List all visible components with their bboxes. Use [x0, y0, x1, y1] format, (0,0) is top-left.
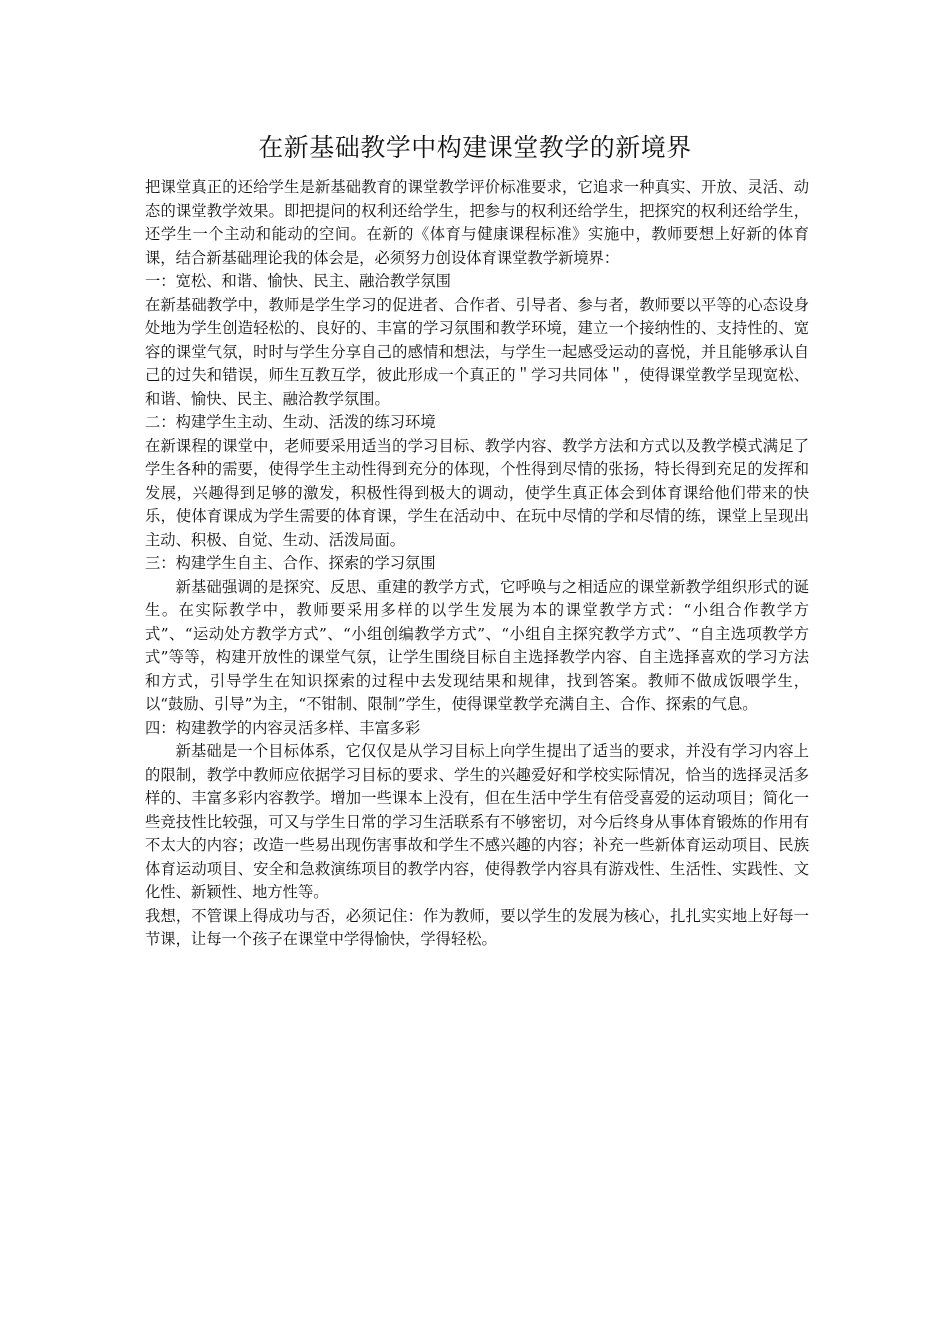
section-heading-4: 四：构建教学的内容灵活多样、丰富多彩: [145, 718, 421, 737]
document-title: 在新基础教学中构建课堂教学的新境界: [258, 133, 692, 162]
section-paragraph-2: 在新课程的课堂中，老师要采用适当的学习目标、教学内容、教学方法和方式以及教学模式满足了学生各种的需要，使得学生主动性得到充分的体现，个性得到尽情的张扬，特长得到充足的发挥和发展，兴趣得到足够的激发，积极性得到极大的调动，使学生真正体会到体育课给他们带来的快乐，使体育课成为学生需要的体育课，学生在活动中、在玩中尽情的学和尽情的练，课堂上呈现出主动、积极、自觉、生动、活泼局面。: [145, 436, 809, 549]
section-heading-1: 一：宽松、和谐、愉快、民主、融洽教学氛围: [145, 272, 451, 290]
section-paragraph-4: 新基础是一个目标体系，它仅仅是从学习目标上向学生提出了适当的要求，并没有学习内容上的限制，教学中教师应依据学习目标的要求、学生的兴趣爱好和学校实际情况，恰当的选择灵活多样的、丰富多彩内容教学。增加一些课本上没有，但在生活中学生有倍受喜爱的运动项目；简化一些竞技性比较强，可又与学生日常的学习生活联系有不够密切，对今后终身从事体育锻炼的作用有不太大的内容；改造一些易出现伤害事故和学生不感兴趣的内容；补充一些新体育运动项目、民族体育运动项目、安全和急救演练项目的教学内容，使得教学内容具有游戏性、生活性、实践性、文化性、新颖性、地方性等。: [145, 742, 809, 901]
intro-paragraph: 把课堂真正的还给学生是新基础教育的课堂教学评价标准要求，它追求一种真实、开放、灵活、动态的课堂教学效果。即把提问的权利还给学生，把参与的权利还给学生，把探究的权利还给学生，还学生一个主动和能动的空间。在新的《体育与健康课程标准》实施中，教师要想上好新的体育课，结合新基础理论我的体会是，必须努力创设体育课堂教学新境界：: [145, 178, 809, 267]
section-heading-3: 三：构建学生自主、合作、探索的学习氛围: [145, 554, 436, 572]
section-paragraph-3: 新基础强调的是探究、反思、重建的教学方式，它呼唤与之相适应的课堂新教学组织形式的诞生。在实际教学中，教师要采用多样的以学生发展为本的课堂教学方式：“小组合作教学方式”、“运动处方教学方式”、“小组创编教学方式”、“小组自主探究教学方式”、“自主选项教学方式”等等，构建开放性的课堂气氛，让学生围绕目标自主选择教学内容、自主选择喜欢的学习方法和方式，引导学生在知识探索的过程中去发现结果和规律，找到答案。教师不做成饭喂学生，以“鼓励、引导”为主，“不钳制、限制”学生，使得课堂教学充满自主、合作、探索的气息。: [145, 577, 809, 713]
section-paragraph-1: 在新基础教学中，教师是学生学习的促进者、合作者、引导者、参与者，教师要以平等的心态设身处地为学生创造轻松的、良好的、丰富的学习氛围和教学环境，建立一个接纳性的、支持性的、宽容的课堂气氛，时时与学生分享自己的感情和想法，与学生一起感受运动的喜悦，并且能够承认自己的过失和错误，师生互教互学，彼此形成一个真正的＂学习共同体＂，使得课堂教学呈现宽松、和谐、愉快、民主、融洽教学氛围。: [145, 295, 809, 408]
section-heading-2: 二：构建学生主动、生动、活泼的练习环境: [145, 413, 436, 431]
document-body: [145, 176, 809, 952]
conclusion-paragraph: 我想，不管课上得成功与否，必须记住：作为教师，要以学生的发展为核心，扎扎实实地上好每一节课，让每一个孩子在课堂中学得愉快，学得轻松。: [145, 906, 809, 948]
